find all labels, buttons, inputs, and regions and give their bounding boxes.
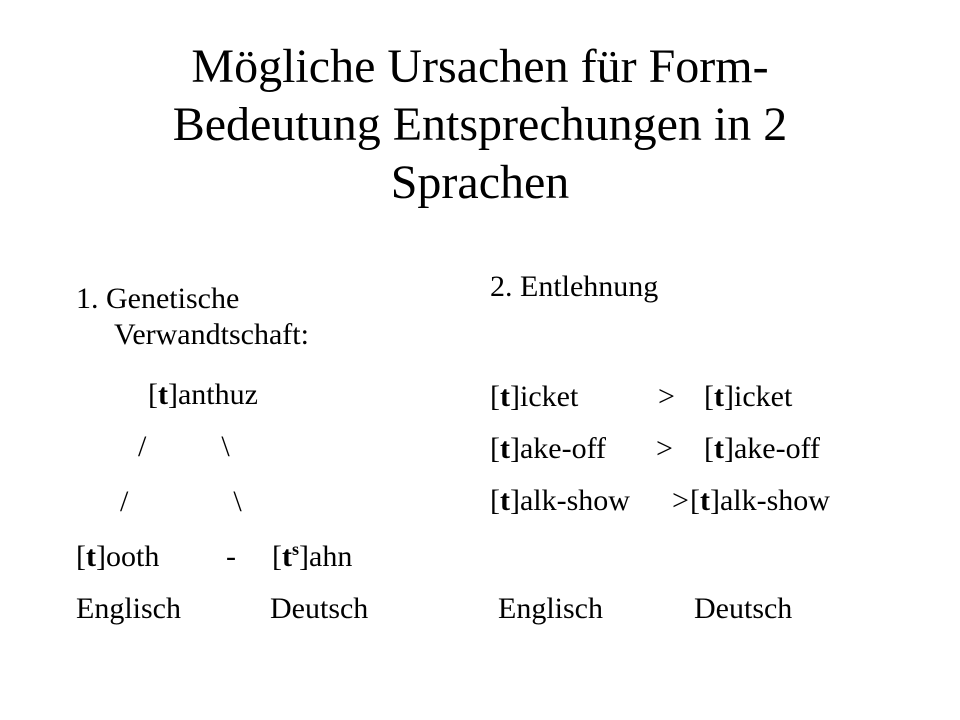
tree-branches-upper: / \ <box>138 430 230 463</box>
slide-title <box>80 38 880 212</box>
loan-row-3-source <box>490 484 630 518</box>
segment-t: t <box>158 378 168 411</box>
segment-t: t <box>700 484 710 517</box>
bracket-open: [ <box>490 432 500 465</box>
bracket-open: [ <box>690 484 700 517</box>
proto-form <box>148 378 258 412</box>
title-line-2: Bedeutung Entsprechungen in 2 <box>172 98 788 151</box>
english-form <box>76 540 159 574</box>
title-line-1: Mögliche Ursachen für Form- <box>191 40 769 93</box>
bracket-open: [ <box>76 540 86 573</box>
segment-t: t <box>500 432 510 465</box>
loan-row-2-target-rest: ]ake-off <box>724 432 821 465</box>
superscript-s: s <box>292 539 300 559</box>
loan-row-1-source <box>490 380 578 414</box>
loan-row-3-source-rest: ]alk-show <box>510 484 630 517</box>
loan-row-3-target-rest: ]alk-show <box>710 484 830 517</box>
right-heading: 2. Entlehnung <box>490 270 659 303</box>
loan-row-2-target <box>704 432 820 466</box>
bracket-open: [ <box>148 378 158 411</box>
german-form-rest: ]ahn <box>299 540 353 573</box>
loan-row-3-arrow: > <box>672 484 689 517</box>
form-separator: - <box>226 540 236 573</box>
loan-row-1-target-rest: ]icket <box>724 380 793 413</box>
bracket-open: [ <box>704 380 714 413</box>
loan-row-3-target <box>690 484 830 518</box>
left-heading-line-2: Verwandtschaft: <box>114 318 309 351</box>
right-lang-german: Deutsch <box>694 592 793 625</box>
segment-t: t <box>282 540 292 573</box>
segment-t: t <box>86 540 96 573</box>
segment-t: t <box>714 432 724 465</box>
bracket-open: [ <box>704 432 714 465</box>
loan-row-2-source <box>490 432 606 466</box>
bracket-open: [ <box>490 484 500 517</box>
right-lang-english: Englisch <box>498 592 603 625</box>
loan-row-2-arrow: > <box>656 432 673 465</box>
loan-row-1-source-rest: ]icket <box>510 380 579 413</box>
german-form <box>272 540 352 574</box>
left-lang-german: Deutsch <box>270 592 369 625</box>
left-lang-english: Englisch <box>76 592 181 625</box>
english-form-rest: ]ooth <box>96 540 160 573</box>
segment-t: t <box>500 380 510 413</box>
loan-row-2-source-rest: ]ake-off <box>510 432 607 465</box>
bracket-open: [ <box>490 380 500 413</box>
segment-t: t <box>714 380 724 413</box>
tree-branches-lower: / \ <box>120 485 242 518</box>
bracket-open: [ <box>272 540 282 573</box>
left-heading-line-1: 1. Genetische <box>76 282 240 315</box>
segment-t: t <box>500 484 510 517</box>
title-line-3: Sprachen <box>390 156 570 209</box>
loan-row-1-arrow: > <box>658 380 675 413</box>
proto-form-rest: ]anthuz <box>168 378 258 411</box>
loan-row-1-target <box>704 380 792 414</box>
